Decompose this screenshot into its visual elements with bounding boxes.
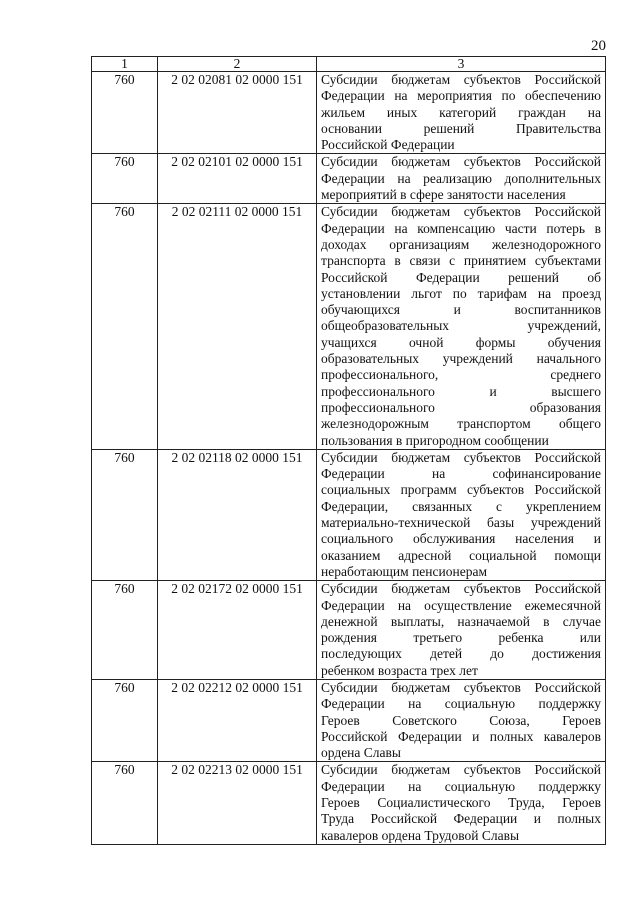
column-header-1: 1: [92, 57, 158, 72]
column-header-2: 2: [158, 57, 317, 72]
description-line: ордена Славы: [321, 745, 401, 761]
budget-classification-code-cell: 2 02 02118 02 0000 151: [158, 449, 317, 580]
description-line: транспорта в связи с принятием субъектами: [321, 253, 601, 269]
budget-classification-code-cell: 2 02 02212 02 0000 151: [158, 679, 317, 761]
description-line: социального обслуживания населения и: [321, 531, 601, 547]
description-line: неработающим пенсионерам: [321, 563, 487, 579]
description-line: Федерации на мероприятия по обеспечению: [321, 88, 601, 104]
table-body: [92, 72, 606, 845]
page-number: 20: [591, 38, 606, 54]
description-line: Федерации на компенсацию части потерь в: [321, 220, 601, 236]
description-cell: [317, 679, 606, 761]
description-line: мероприятий в сфере занятости населения: [321, 187, 566, 203]
description-line: обучающихся и воспитанников: [321, 302, 601, 318]
budget-classification-code-cell: 2 02 02081 02 0000 151: [158, 72, 317, 154]
admin-code-cell: 760: [92, 762, 158, 844]
description-line: Героев Советского Союза, Героев: [321, 712, 601, 728]
description-line: материально-технической базы учреждений: [321, 515, 601, 531]
table-row: [92, 679, 606, 761]
description-line: Субсидии бюджетам субъектов Российской: [321, 449, 601, 465]
admin-code-cell: 760: [92, 204, 158, 449]
budget-classification-code-cell: 2 02 02111 02 0000 151: [158, 204, 317, 449]
description-line: Субсидии бюджетам субъектов Российской: [321, 679, 601, 695]
description-cell: [317, 72, 606, 154]
description-cell: [317, 762, 606, 844]
description-line: Федерации на социальную поддержку: [321, 696, 601, 712]
description-line: профессионального и высшего: [321, 383, 601, 399]
description-cell: [317, 449, 606, 580]
description-line: образовательных учреждений начального: [321, 351, 601, 367]
description-cell: [317, 581, 606, 680]
description-line: Федерации на социальную поддержку: [321, 778, 601, 794]
description-line: железнодорожным транспортом общего: [321, 416, 601, 432]
description-line: учащихся очной формы обучения: [321, 334, 601, 350]
description-line: Субсидии бюджетам субъектов Российской: [321, 204, 601, 220]
description-line: Труда Российской Федерации и полных: [321, 811, 601, 827]
table-row: [92, 449, 606, 580]
description-cell: [317, 204, 606, 449]
description-line: денежной выплаты, назначаемой в случае: [321, 613, 601, 629]
description-line: Российской Федерации решений об: [321, 269, 601, 285]
description-line: последующих детей до достижения: [321, 646, 601, 662]
admin-code-cell: 760: [92, 679, 158, 761]
description-line: Российской Федерации и полных кавалеров: [321, 728, 601, 744]
description-line: рождения третьего ребенка или: [321, 630, 601, 646]
admin-code-cell: 760: [92, 72, 158, 154]
description-line: Федерации на реализацию дополнительных: [321, 170, 601, 186]
description-line: ребенком возраста трех лет: [321, 662, 478, 678]
description-line: профессионального образования: [321, 399, 601, 415]
column-header-3: 3: [317, 57, 606, 72]
table-row: [92, 154, 606, 204]
description-line: Героев Социалистического Труда, Героев: [321, 795, 601, 811]
table-row: [92, 72, 606, 154]
admin-code-cell: 760: [92, 154, 158, 204]
description-line: Федерации, связанных с укреплением: [321, 498, 601, 514]
admin-code-cell: 760: [92, 449, 158, 580]
description-line: профессионального, среднего: [321, 367, 601, 383]
description-line: оказанием адресной социальной помощи: [321, 547, 601, 563]
description-line: жильем иных категорий граждан на: [321, 104, 601, 120]
table-row: [92, 204, 606, 449]
description-line: социальных программ субъектов Российской: [321, 482, 601, 498]
description-line: Федерации на софинансирование: [321, 466, 601, 482]
description-cell: [317, 154, 606, 204]
description-line: Субсидии бюджетам субъектов Российской: [321, 581, 601, 597]
description-line: установлении льгот по тарифам на проезд: [321, 285, 601, 301]
budget-classification-code-cell: 2 02 02172 02 0000 151: [158, 581, 317, 680]
description-line: Субсидии бюджетам субъектов Российской: [321, 154, 601, 170]
description-line: Субсидии бюджетам субъектов Российской: [321, 762, 601, 778]
description-line: Российской Федерации: [321, 137, 455, 153]
description-line: общеобразовательных учреждений,: [321, 318, 601, 334]
description-line: Федерации на осуществление ежемесячной: [321, 597, 601, 613]
budget-classification-code-cell: 2 02 02101 02 0000 151: [158, 154, 317, 204]
table-header-row: [92, 57, 606, 72]
description-line: доходах организациям железнодорожного: [321, 236, 601, 252]
revenue-codes-table: [91, 56, 606, 845]
description-line: основании решений Правительства: [321, 120, 601, 136]
table-row: [92, 581, 606, 680]
description-line: Субсидии бюджетам субъектов Российской: [321, 72, 601, 87]
description-line: пользования в пригородном сообщении: [321, 432, 549, 448]
description-line: кавалеров ордена Трудовой Славы: [321, 827, 520, 843]
table-row: [92, 762, 606, 844]
budget-classification-code-cell: 2 02 02213 02 0000 151: [158, 762, 317, 844]
admin-code-cell: 760: [92, 581, 158, 680]
